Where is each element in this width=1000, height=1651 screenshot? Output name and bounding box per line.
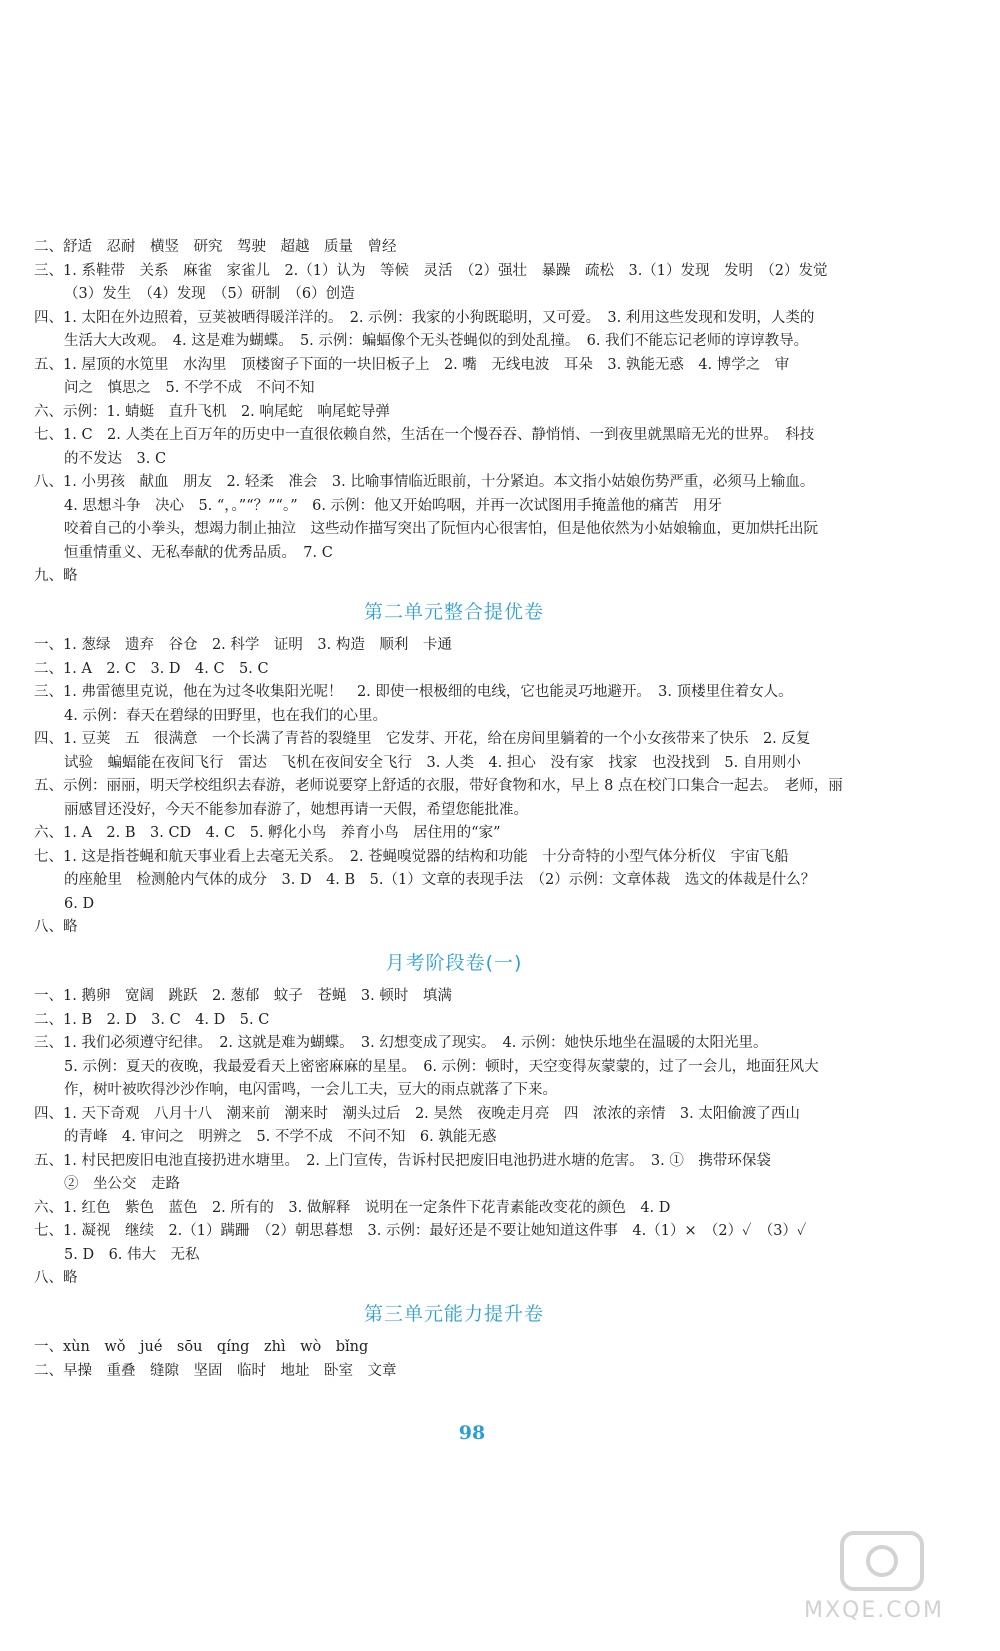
- answer-line: 6. D: [64, 895, 95, 912]
- answer-line: 一、1. 鹅卵 宽阔 跳跃 2. 葱郁 蚊子 苍蝇 3. 顿时 填满: [34, 988, 452, 1004]
- section-title: 第三单元能力提升卷: [363, 1302, 544, 1325]
- unit-two-answers: [34, 634, 874, 940]
- answer-line: （3）发生 （4）发现 （5）研制 （6）创造: [64, 286, 355, 302]
- answer-line: 5. D 6. 伟大 无私: [64, 1246, 200, 1263]
- page-number: 98: [458, 1422, 486, 1444]
- watermark-logo: [782, 1523, 982, 1633]
- monthly-test-answers: [34, 985, 874, 1291]
- watermark-text: MXQE.COM: [804, 1598, 944, 1623]
- answer-content: [34, 236, 874, 1383]
- answer-line: 的不发达 3. C: [64, 450, 167, 467]
- answer-line: 恒重情重义、无私奉献的优秀品质。 7. C: [64, 544, 333, 561]
- answer-line: 二、早操 重叠 缝隙 坚固 临时 地址 卧室 文章: [34, 1362, 397, 1379]
- answer-line: 作，树叶被吹得沙沙作响，电闪雷鸣，一会儿工夫，豆大的雨点就落了下来。: [64, 1082, 557, 1098]
- answer-line: 三、1. 我们必须遵守纪律。 2. 这就是难为蝴蝶。 3. 幻想变成了现实。 4. 示例：她快乐地坐在温暖的太阳光里。: [34, 1035, 768, 1051]
- answer-line: 四、1. 豆荚 五 很满意 一个长满了青苔的裂缝里 它发芽、开花，给在房间里躺着的一个小女孩带来了快乐 2. 反复: [34, 731, 811, 747]
- unit-one-answers-continued: [34, 236, 874, 589]
- answer-line: 五、1. 村民把废旧电池直接扔进水塘里。 2. 上门宣传，告诉村民把废旧电池扔进水塘的危害。 3. ① 携带环保袋: [34, 1152, 771, 1169]
- answer-line: 一、xùn wǒ jué sōu qíng zhì wò bǐng: [34, 1339, 369, 1355]
- answer-line: 六、1. A 2. B 3. CD 4. C 5. 孵化小鸟 养育小鸟 居住用的“家”: [34, 825, 501, 841]
- answer-line: 六、示例：1. 蜻蜓 直升飞机 2. 响尾蛇 响尾蛇导弹: [34, 403, 390, 420]
- answer-line: 问之 慎思之 5. 不学不成 不问不知: [64, 380, 315, 396]
- answer-line: 七、1. 这是指苍蝇和航天事业看上去毫无关系。 2. 苍蝇嗅觉器的结构和功能 十分奇特的小型气体分析仪 宇宙飞船: [34, 848, 789, 865]
- answer-line: 丽感冒还没好，今天不能参加春游了，她想再请一天假，希望您能批准。: [64, 801, 528, 818]
- answer-line: 二、舒适 忍耐 横竖 研究 驾驶 超越 质量 曾经: [34, 239, 397, 255]
- answer-line: 八、略: [34, 1270, 78, 1286]
- answer-line: 生活大大改观。 4. 这是难为蝴蝶。 5. 示例：蝙蝠像个无头苍蝇似的到处乱撞。 6. 我们不能忘记老师的谆谆教导。: [64, 333, 809, 349]
- answer-line: 七、1. C 2. 人类在上百万年的历史中一直很依赖自然，生活在一个慢吞吞、静悄悄、一到夜里就黑暗无光的世界。 科技: [34, 427, 815, 443]
- answer-line: 咬着自己的小拳头，想竭力制止抽泣 这些动作描写突出了阮恒内心很害怕，但是他依然为小姑娘输血，更加烘托出阮: [64, 521, 818, 537]
- answer-line: 五、1. 屋顶的水笕里 水沟里 顶楼窗子下面的一块旧板子上 2. 嘴 无线电波 耳朵 3. 孰能无惑 4. 博学之 审: [34, 356, 790, 373]
- answer-line: 4. 思想斗争 决心 5. “，。”“？”“。” 6. 示例：他又开始呜咽，并再一次试图用手掩盖他的痛苦 用牙: [64, 497, 723, 514]
- answer-line: ② 坐公交 走路: [64, 1176, 180, 1192]
- answer-line: 5. 示例：夏天的夜晚，我最爱看天上密密麻麻的星星。 6. 示例：顿时，天空变得灰蒙蒙的，过了一会儿，地面狂风大: [64, 1058, 819, 1075]
- answer-line: 试验 蝙蝠能在夜间飞行 雷达 飞机在夜间安全飞行 3. 人类 4. 担心 没有家 找家 也没找到 5. 自用则小: [64, 754, 801, 771]
- answer-line: 一、1. 葱绿 遗弃 谷仓 2. 科学 证明 3. 构造 顺利 卡通: [34, 637, 452, 653]
- section-title: 月考阶段卷(一): [385, 951, 523, 974]
- answer-line: 五、示例：丽丽，明天学校组织去春游，老师说要穿上舒适的衣服，带好食物和水，早上 8 点在校门口集合一起去。 老师，丽: [34, 778, 843, 794]
- unit-three-answers: [34, 1336, 874, 1383]
- answer-line: 六、1. 红色 紫色 蓝色 2. 所有的 3. 做解释 说明在一定条件下花青素能改变花的颜色 4. D: [34, 1199, 671, 1216]
- answer-line: 九、略: [34, 568, 78, 584]
- answer-line: 的青峰 4. 审问之 明辨之 5. 不学不成 不问不知 6. 孰能无惑: [64, 1129, 497, 1145]
- answer-line: 四、1. 天下奇观 八月十八 潮来前 潮来时 潮头过后 2. 昊然 夜晚走月亮 四 浓浓的亲情 3. 太阳偷渡了西山: [34, 1105, 800, 1122]
- answer-line: 八、略: [34, 919, 78, 935]
- answer-line: 的座舱里 检测舱内气体的成分 3. D 4. B 5.（1）文章的表现手法 （2）示例：文章体裁 选文的体裁是什么？: [64, 872, 816, 888]
- answer-line: 二、1. B 2. D 3. C 4. D 5. C: [34, 1011, 270, 1028]
- answer-line: 七、1. 凝视 继续 2.（1）蹒跚 （2）朝思暮想 3. 示例：最好还是不要让她知道这件事 4.（1）× （2）✓ （3）✓: [34, 1223, 807, 1239]
- answer-line: 4. 示例：春天在碧绿的田野里，也在我们的心里。: [64, 707, 387, 724]
- answer-line: 八、1. 小男孩 献血 朋友 2. 轻柔 准会 3. 比喻事情临近眼前，十分紧迫。本文指小姑娘伤势严重，必须马上输血。: [34, 474, 815, 490]
- answer-line: 三、1. 系鞋带 关系 麻雀 家雀儿 2.（1）认为 等候 灵活 （2）强壮 暴躁 疏松 3.（1）发现 发明 （2）发觉: [34, 262, 828, 279]
- answer-line: 四、1. 太阳在外边照着，豆荚被晒得暖洋洋的。 2. 示例：我家的小狗既聪明，又可爱。 3. 利用这些发现和发明，人类的: [34, 309, 815, 326]
- answer-line: 三、1. 弗雷德里克说，他在为过冬收集阳光呢！ 2. 即使一根极细的电线，它也能灵巧地避开。 3. 顶楼里住着女人。: [34, 684, 793, 700]
- section-title: 第二单元整合提优卷: [363, 600, 544, 623]
- answer-line: 二、1. A 2. C 3. D 4. C 5. C: [34, 660, 269, 677]
